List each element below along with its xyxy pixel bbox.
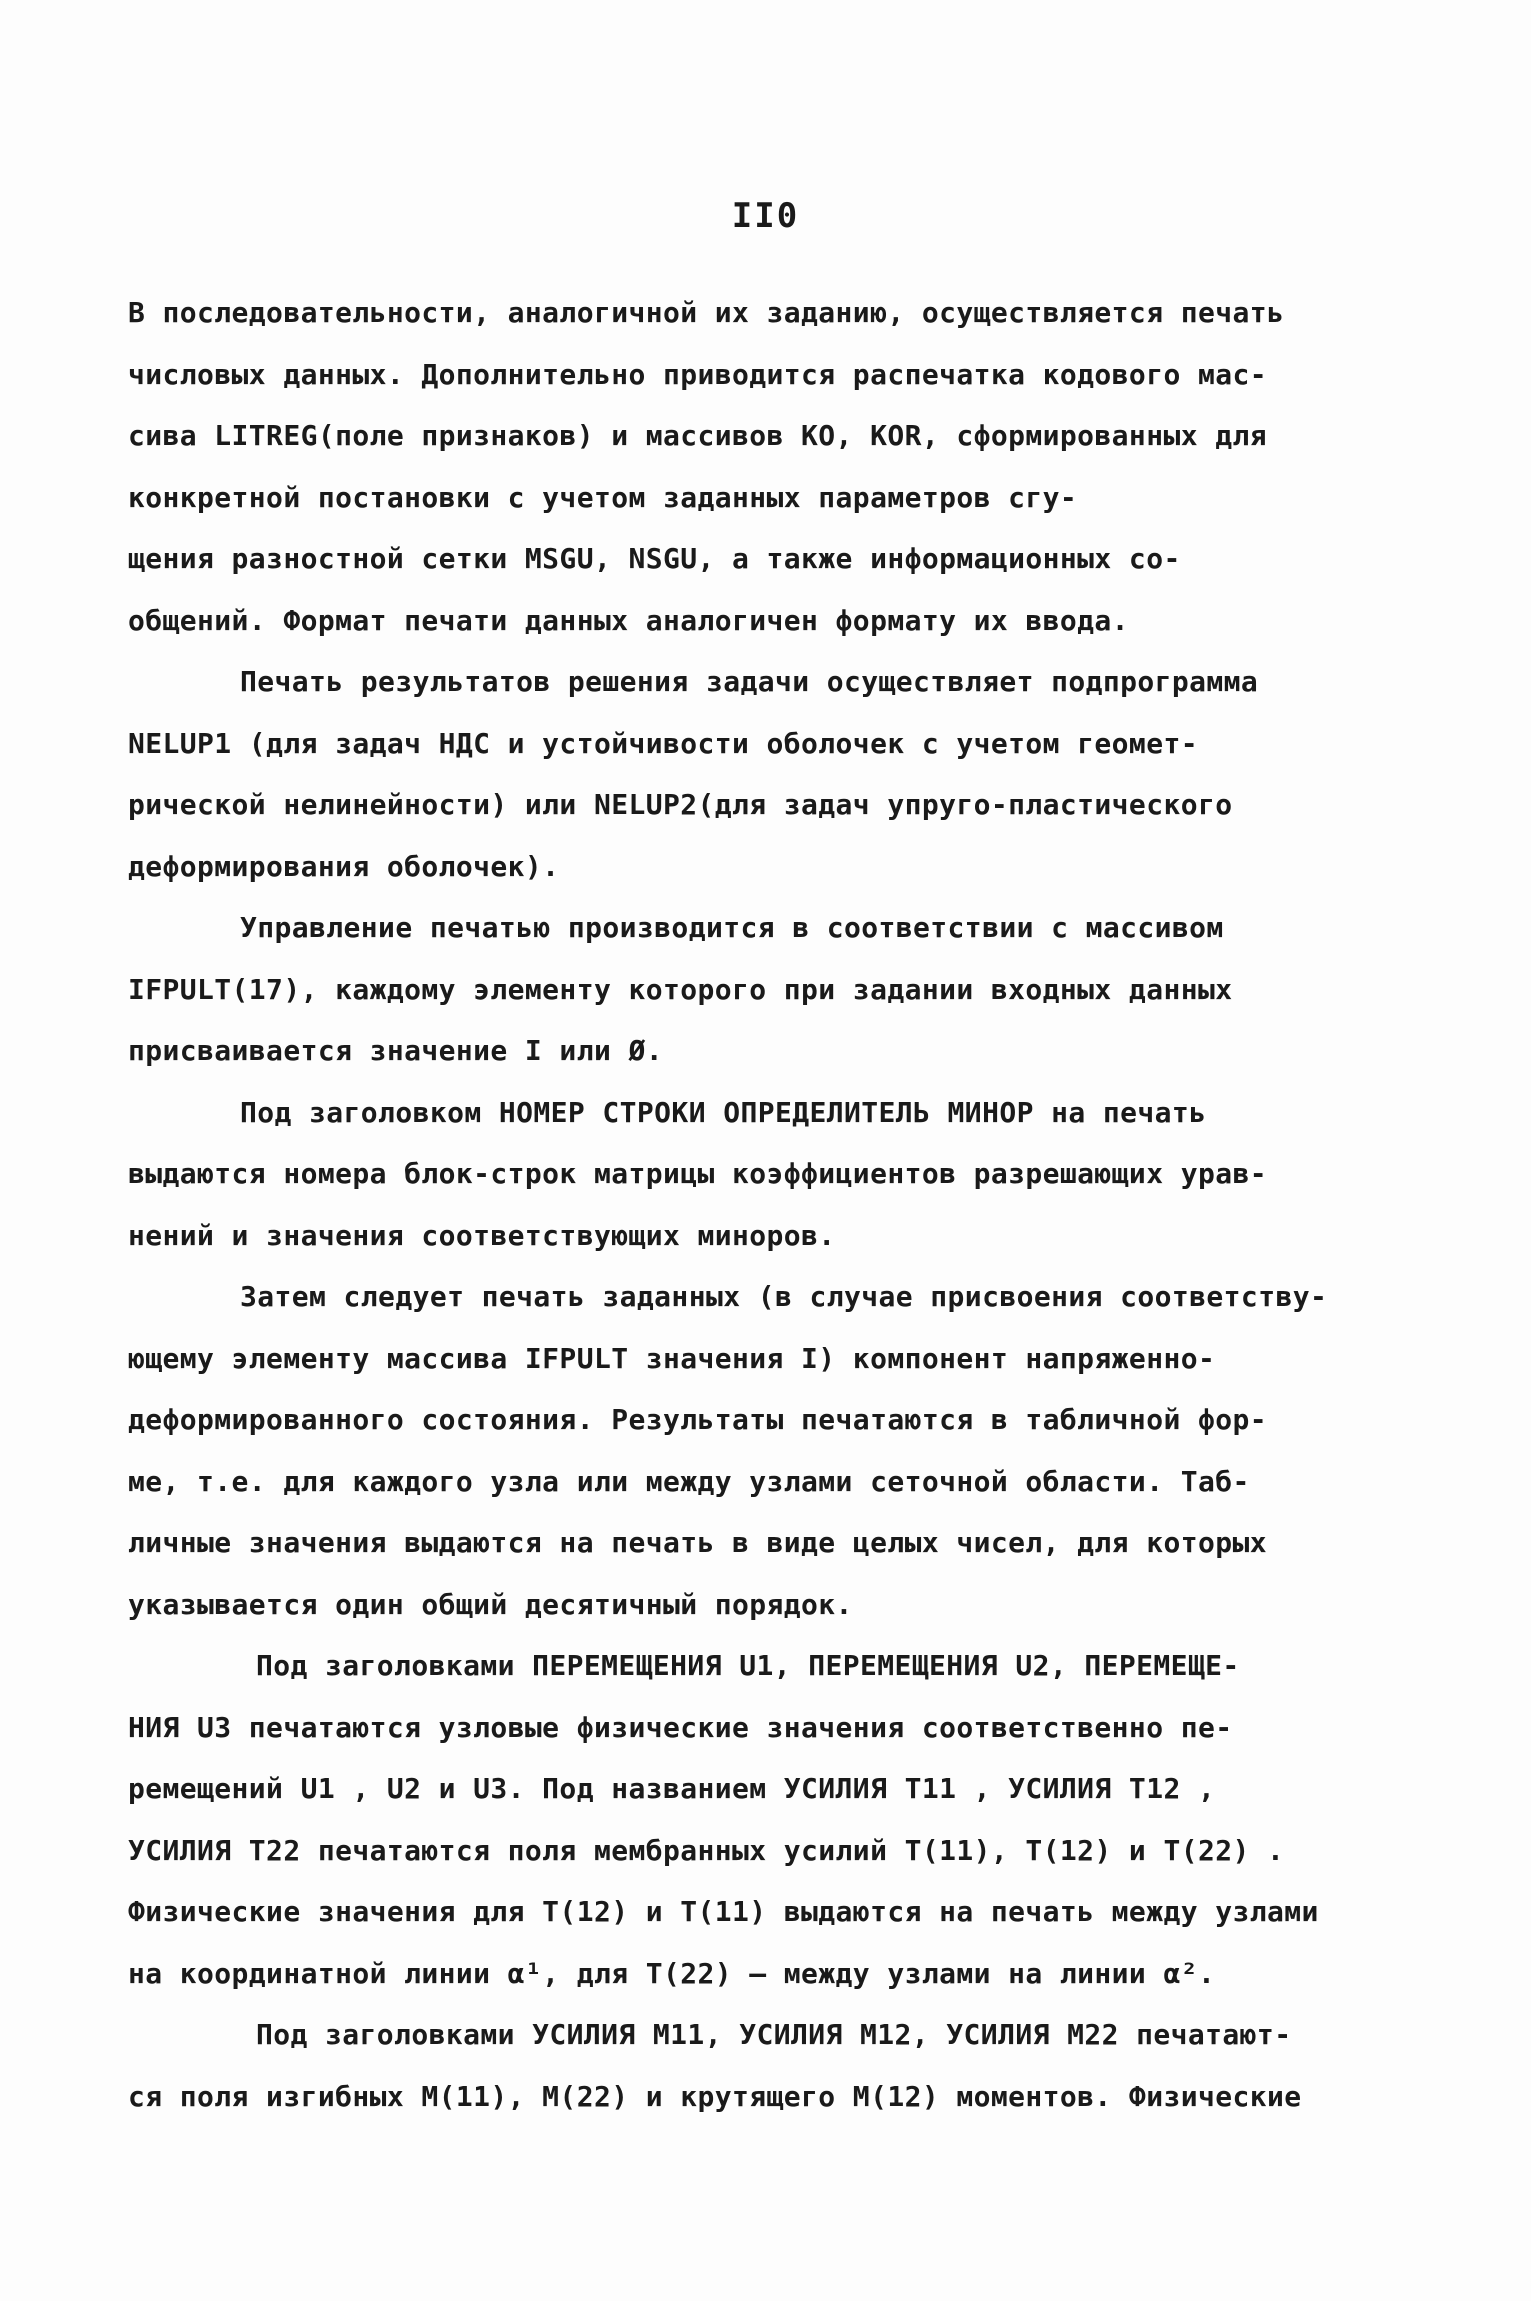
text-line: В последовательности, аналогичной их заданию, осуществляется печать	[128, 296, 1285, 329]
text-line: Печать результатов решения задачи осуществляет подпрограмма	[240, 665, 1259, 698]
text-line: деформирования оболочек).	[128, 849, 560, 883]
paragraph	[128, 1635, 1388, 2127]
paragraph	[128, 1266, 1388, 1635]
text-line: Под заголовками УСИЛИЯ M11, УСИЛИЯ M12, УСИЛИЯ M22 печатают-	[256, 2018, 1292, 2051]
text-line: ме, т.е. для каждого узла или между узлами сеточной области. Таб-	[128, 1464, 1250, 1498]
paragraph	[128, 897, 1388, 1082]
text-line: Под заголовками ПЕРЕМЕЩЕНИЯ U1, ПЕРЕМЕЩЕНИЯ U2, ПЕРЕМЕЩЕ-	[256, 1649, 1240, 1682]
paragraph	[128, 1082, 1388, 1267]
text-line: щения разностной сетки MSGU, NSGU, а также информационных со-	[128, 542, 1181, 575]
text-line: личные значения выдаются на печать в виде целых чисел, для которых	[128, 1526, 1267, 1559]
text-line: конкретной постановки с учетом заданных параметров сгу-	[128, 480, 1078, 514]
text-line: Под заголовком НОМЕР СТРОКИ ОПРЕДЕЛИТЕЛЬ МИНОР на печать	[240, 1095, 1207, 1129]
text-line: присваивается значение I или Ø.	[128, 1034, 663, 1067]
document-body	[128, 282, 1388, 2127]
text-line: IFPULT(17), каждому элементу которого при задании входных данных	[128, 972, 1233, 1006]
text-line: Управление печатью производится в соответствии с массивом	[240, 911, 1224, 944]
text-line: ремещений U1 , U2 и U3. Под названием УСИЛИЯ T11 , УСИЛИЯ T12 ,	[128, 1772, 1216, 1805]
text-line: общений. Формат печати данных аналогичен формату их ввода.	[128, 603, 1129, 637]
text-line: рической нелинейности) или NELUP2(для задач упруго-пластического	[128, 788, 1233, 821]
text-line: НИЯ U3 печатаются узловые физические значения соответственно пе-	[128, 1710, 1233, 1744]
text-line: сива LITREG(поле признаков) и массивов КО, KOR, сформированных для	[128, 419, 1267, 452]
paragraph	[128, 282, 1388, 651]
text-line: на координатной линии α¹, для T(22) – между узлами на линии α².	[128, 1956, 1216, 1990]
text-line: Физические значения для T(12) и T(11) выдаются на печать между узлами	[128, 1895, 1319, 1928]
text-line: NELUP1 (для задач НДС и устойчивости оболочек с учетом геомет-	[128, 726, 1198, 760]
text-line: ся поля изгибных M(11), M(22) и крутящего M(12) моментов. Физические	[128, 2079, 1302, 2113]
paragraph	[128, 651, 1388, 897]
text-line: деформированного состояния. Результаты печатаются в табличной фор-	[128, 1403, 1267, 1436]
text-line: указывается один общий десятичный порядок.	[128, 1587, 853, 1621]
text-line: числовых данных. Дополнительно приводится распечатка кодового мас-	[128, 357, 1267, 391]
page-number: II0	[731, 196, 800, 236]
text-line: Затем следует печать заданных (в случае присвоения соответству-	[240, 1280, 1328, 1313]
text-line: выдаются номера блок-строк матрицы коэффициентов разрешающих урав-	[128, 1157, 1267, 1190]
text-line: ющему элементу массива IFPULT значения I) компонент напряженно-	[128, 1341, 1216, 1375]
text-line: УСИЛИЯ T22 печатаются поля мембранных усилий T(11), T(12) и T(22) .	[128, 1833, 1285, 1867]
text-line: нений и значения соответствующих миноров.	[128, 1218, 836, 1252]
